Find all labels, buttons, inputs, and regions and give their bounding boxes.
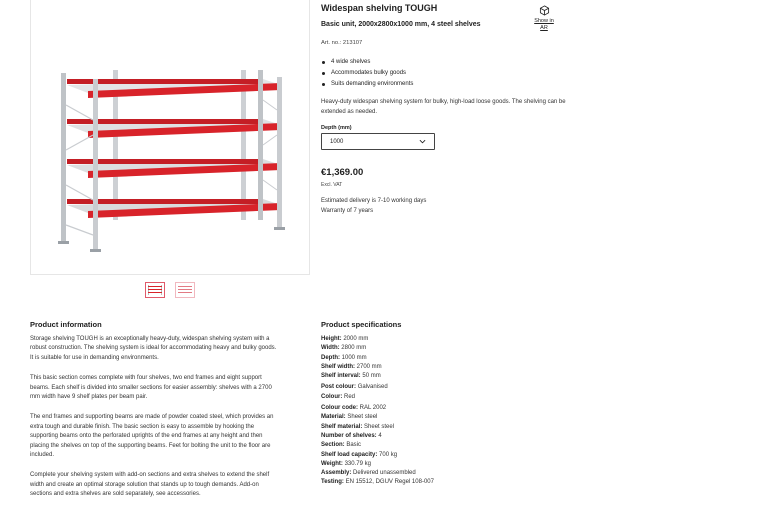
spec-row <box>321 413 434 422</box>
info-paragraph: Complete your shelving system with add-on sections and extra shelves to extend the shelf width and create an optimal storage solution that stands up to tough demands. Add-on sections and extra shelves are sold separately, see accessories. <box>30 472 270 498</box>
spec-label: Weight: <box>321 460 343 467</box>
product-information-text <box>30 335 278 511</box>
short-description: Heavy-duty widespan shelving system for bulky, high-load loose goods. The shelving can be extended as needed. <box>321 99 566 115</box>
spec-value: Sheet steel <box>364 423 395 430</box>
spec-row <box>321 363 434 372</box>
depth-select-value: 1000 <box>330 138 344 145</box>
chevron-down-icon <box>419 139 426 144</box>
shelf-thumbnail-icon <box>148 285 162 295</box>
spec-label: Shelf width: <box>321 363 355 370</box>
spec-label: Colour: <box>321 393 343 400</box>
spec-label: Height: <box>321 336 342 342</box>
spec-value: Red <box>344 393 356 400</box>
spec-label: Material: <box>321 414 346 421</box>
spec-value: 1000 mm <box>341 354 367 361</box>
product-image[interactable] <box>53 65 293 255</box>
spec-row <box>321 344 434 353</box>
spec-value: Delivered unassembled <box>353 470 416 477</box>
spec-value: 330.79 kg <box>344 460 371 467</box>
depth-label: Depth (mm) <box>321 125 352 131</box>
spec-value: RAL 2002 <box>359 405 387 412</box>
spec-value: 2800 mm <box>341 345 367 352</box>
spec-label: Width: <box>321 345 340 352</box>
spec-row <box>321 404 434 413</box>
price: €1,369.00 <box>321 167 364 178</box>
shelf-thumbnail-icon <box>178 285 192 295</box>
spec-label: Shelf load capacity: <box>321 451 378 458</box>
spec-row <box>321 372 434 381</box>
spec-value: 4 <box>378 432 382 439</box>
spec-row <box>321 451 434 460</box>
spec-label: Colour code: <box>321 405 358 412</box>
spec-row <box>321 441 434 450</box>
spec-value: Sheet steel <box>347 414 378 421</box>
product-title: Widespan shelving TOUGH <box>321 3 438 13</box>
spec-value: EN 15512, DGUV Regel 108-007 <box>345 479 434 486</box>
spec-label: Testing: <box>321 479 344 486</box>
feature-list <box>321 57 413 90</box>
spec-row <box>321 460 434 469</box>
info-paragraph: Storage shelving TOUGH is an exceptionally heavy-duty, widespan shelving system with a robust construction. The shelving system is ideal for accommodating heavy and bulky goods. It is suitable for use in demanding environments. <box>30 336 277 361</box>
spec-value: 700 kg <box>379 451 398 458</box>
feature-item: Suits demanding environments <box>321 79 413 90</box>
spec-value: 50 mm <box>362 373 381 380</box>
spec-list <box>321 335 434 488</box>
spec-value: 2700 mm <box>356 363 382 370</box>
spec-label: Post colour: <box>321 384 357 391</box>
info-paragraph: The end frames and supporting beams are made of powder coated steel, which provides an extra tough and durable finish. The basic section is easy to assemble by hooking the supporting beams onto the perforated uprights of the end frames at any height and then placing the shelves on top of the supporting beams. Feet for bolting the unit to the floor are included. <box>30 414 274 459</box>
image-thumbnails <box>145 282 195 298</box>
product-subtitle: Basic unit, 2000x2800x1000 mm, 4 steel shelves <box>321 21 481 28</box>
feature-item: 4 wide shelves <box>321 57 413 68</box>
spec-label: Number of shelves: <box>321 432 377 439</box>
info-paragraph: This basic section comes complete with four shelves, two end frames and eight support beams. Each shelf is divided into smaller sections for easier assembly: shelves with a 2700 mm width have 9 shelf plates per beam pair. <box>30 375 272 401</box>
depth-select[interactable] <box>321 133 435 150</box>
spec-row <box>321 335 434 344</box>
spec-label: Section: <box>321 442 345 449</box>
delivery-info <box>321 196 426 216</box>
ar-link-line2: AR <box>540 25 548 31</box>
spec-row <box>321 432 434 441</box>
ar-link-line1: Show in <box>534 18 554 24</box>
feature-item: Accommodates bulky goods <box>321 68 413 79</box>
product-image-frame <box>30 0 310 275</box>
thumbnail-1[interactable] <box>145 282 165 298</box>
spec-value: Basic <box>346 442 362 449</box>
spec-row <box>321 423 434 432</box>
spec-label: Shelf interval: <box>321 373 361 380</box>
spec-row <box>321 478 434 487</box>
spec-row <box>321 383 434 392</box>
spec-label: Depth: <box>321 354 340 361</box>
spec-row <box>321 469 434 478</box>
ar-cube-icon <box>539 5 550 16</box>
vat-note: Excl. VAT <box>321 182 343 188</box>
show-in-ar-button[interactable] <box>530 5 558 32</box>
product-information-heading: Product information <box>30 320 102 329</box>
warranty: Warranty of 7 years <box>321 208 374 214</box>
delivery-estimate: Estimated delivery is 7-10 working days <box>321 198 427 204</box>
spec-row <box>321 393 434 402</box>
spec-value: 2000 mm <box>343 336 369 342</box>
product-specifications-heading: Product specifications <box>321 320 402 329</box>
spec-value: Galvanised <box>357 384 388 391</box>
spec-row <box>321 354 434 363</box>
spec-label: Shelf material: <box>321 423 363 430</box>
article-number: Art. no.: 213107 <box>321 40 363 46</box>
spec-label: Assembly: <box>321 470 352 477</box>
thumbnail-2[interactable] <box>175 282 195 298</box>
